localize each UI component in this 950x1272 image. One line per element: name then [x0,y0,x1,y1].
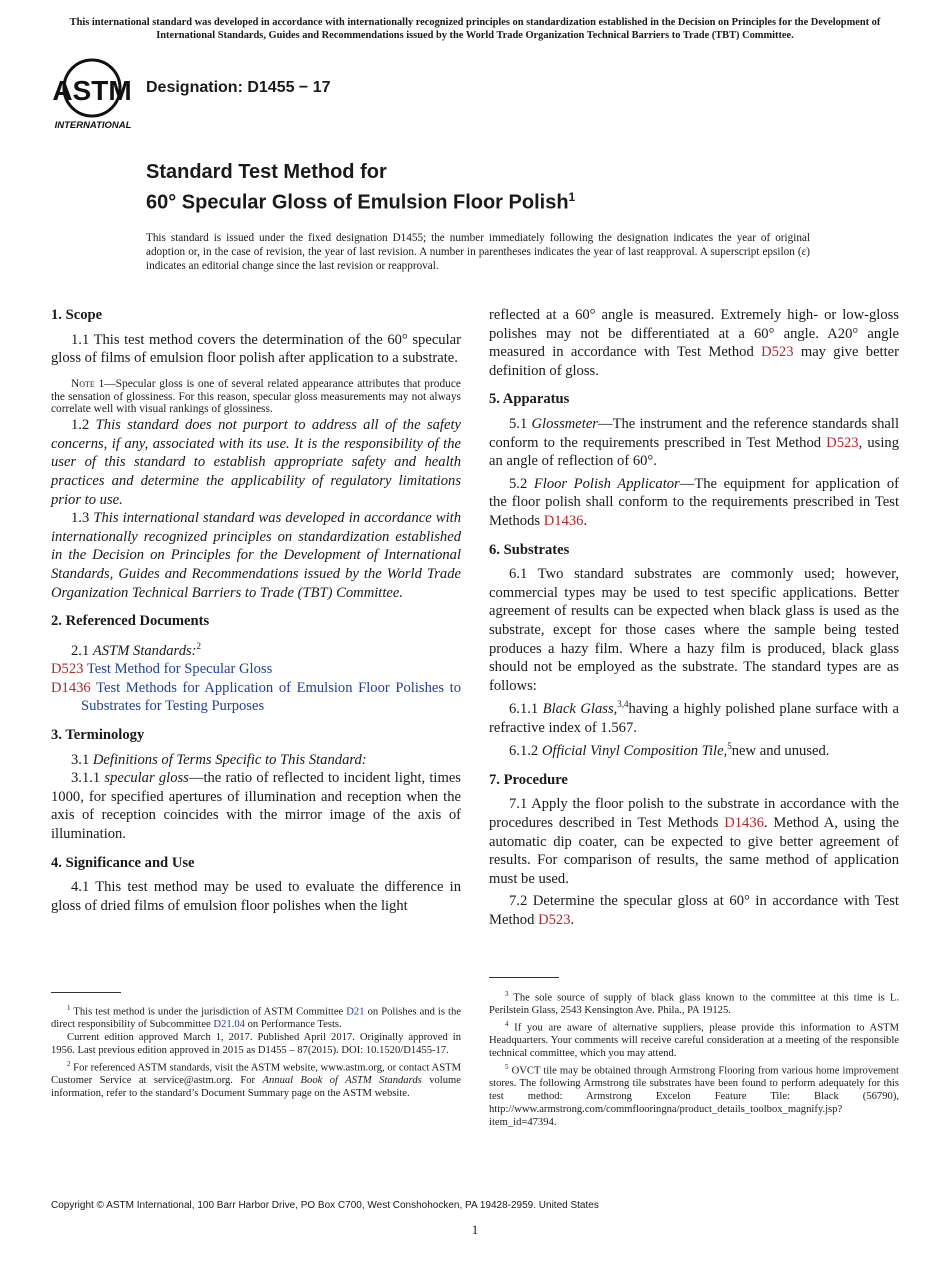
footnote-5: $^5$ OVCT tile may be obtained through Armstrong Flooring from various home improvement stores. The following Armstrong tile substrates have been found to perform adequately for this test method: Armstrong Excelon Feature Tile: Black (56790), http://www.armstrong.com/commflooringna/product_details_toolbox_magnify.jsp?item_id=47394. [489,1063,899,1128]
footnote-1-edition: Current edition approved March 1, 2017. Published April 2017. Originally approved in 1956. Last previous edition approved in 2015 as D1455 – 87(2015). DOI: 10.1520/D1455-17. [51,1032,461,1056]
footnote-rule-right [489,977,559,978]
paragraph-2-1: 2.1 ASTM Standards:$^2$ [71,640,202,659]
footnotes-left [51,1002,461,1101]
paragraph-3-1-1: 3.1.1 specular gloss—the ratio of reflected to incident light, times 1000, for specified apertures of illumination and reception when the axis of reception coincides with the mirror image of the axis of illumination. [51,770,461,842]
designation: Designation: D1455 − 17 [146,79,331,96]
paragraph-4-1: 4.1 This test method may be used to evaluate the difference in gloss of dried films of emulsion floor polishes when the light [51,879,461,914]
page-number: 1 [471,1222,479,1237]
link-d523[interactable]: D523 [826,434,859,451]
footnote-1: $^1$ This test method is under the jurisdiction of ASTM Committee D21 on Polishes and is the direct responsibility of Subcommittee D21.04 on Performance Tests. [51,1004,461,1031]
copyright: Copyright © ASTM International, 100 Barr Harbor Drive, PO Box C700, West Conshohocken, PA 19428-2959. United States [51,1200,599,1211]
paragraph-6-1-1: 6.1.1 Black Glass,$^{3,4}$having a highly polished plane surface with a refractive index of 1.567. [489,699,899,736]
reference-d523[interactable]: D523 Test Method for Specular Gloss [51,661,273,678]
link-d21[interactable]: D21 [346,1006,365,1018]
link-d1436[interactable]: D1436 [543,512,584,529]
link-d21-04[interactable]: D21.04 [213,1019,245,1031]
left-column [51,306,461,915]
section-heading-terminology: 3. Terminology [51,726,145,743]
link-d1436[interactable]: D1436 [724,814,764,831]
paragraph-1-1: 1.1 This test method covers the determination of the 60° specular gloss of films of emulsion floor polish after application to a substrate. [51,331,461,367]
paragraph-6-1: 6.1 Two standard substrates are commonly used; however, commercial types may be used to test specific applications. Better agreement of results can be expected when black glass is used as the substrate, except for those cases where the sample being tested produces a hazy film. Where a hazy film is produced, black glass should not be employed as the substrate. The standard types are as follows: [489,566,899,694]
section-heading-procedure: 7. Procedure [489,771,568,788]
page-title [146,160,575,216]
right-column [489,306,899,930]
title-footnote-mark: 1 [568,190,576,204]
footnote-rule-left [51,992,121,993]
paragraph-5-1: 5.1 Glossmeter—The instrument and the reference standards shall conform to the requirements prescribed in Test Method D523, using an angle of reflection of 60°. [489,415,900,470]
title-line-2: 60° Specular Gloss of Emulsion Floor Polish$^1$ [146,190,576,214]
link-d523[interactable]: D523 [538,911,571,928]
top-notice: This international standard was developed in accordance with internationally recognized principles on standardization established in the Decision on Principles for the Development of International Standards, Guides and Recommendations issued by the World Trade Organization Technical Barriers to Trade (TBT) Committee. [69,17,881,41]
paragraph-6-1-2: 6.1.2 Official Vinyl Composition Tile,$^5$new and unused. [509,741,830,760]
section-heading-apparatus: 5. Apparatus [489,391,570,408]
footnotes-right [489,988,899,1130]
paragraph-3-1: 3.1 Definitions of Terms Specific to This Standard: [71,751,367,768]
issuance-statement: This standard is issued under the fixed designation D1455; the number immediately following the designation indicates the year of original adoption or, in the case of revision, the year of last revision. A number in parentheses indicates the year of last reapproval. A superscript epsilon (ε) indicates an editorial change since the last revision or reapproval. [146,232,810,272]
link-d523[interactable]: D523 [761,344,794,361]
footnote-3: $^3$ The sole source of supply of black glass known to the committee at this time is L. Perilstein Glass, 2543 Kensington Ave. Phila., PA 19125. [489,990,899,1017]
title-line-1: Standard Test Method for [146,161,387,183]
section-heading-substrates: 6. Substrates [489,541,570,558]
svg-text:ASTM: ASTM [52,75,132,106]
paragraph-5-2: 5.2 Floor Polish Applicator—The equipment for application of the floor polish shall conform to the requirements prescribed in Test Methods D1436. [489,475,900,529]
section-heading-referenced: 2. Referenced Documents [51,613,210,630]
note-1: Note 1—Specular gloss is one of several related appearance attributes that produce the sensation of glossiness. For this reason, specular gloss measurements may not always correlate well with visual rankings of glossiness. [51,377,461,416]
paragraph-7-2: 7.2 Determine the specular gloss at 60° in accordance with Test Method D523. [489,893,899,928]
reference-d1436[interactable]: D1436 Test Methods for Application of Emulsion Floor Polishes to Substrates for Testing Purposes [51,679,461,715]
footnote-4: $^4$ If you are aware of alternative suppliers, please provide this information to ASTM Headquarters. Your comments will receive careful consideration at a meeting of the responsible technical committee, which you may attend. [489,1020,899,1060]
section-heading-significance: 4. Significance and Use [51,854,195,871]
paragraph-1-2: 1.2 This standard does not purport to address all of the safety concerns, if any, associated with its use. It is the responsibility of the user of this standard to establish appropriate safety and health practices and determine the applicability of regulatory limitations prior to use. [51,417,461,508]
astm-logo-icon [52,56,134,132]
svg-text:INTERNATIONAL: INTERNATIONAL [54,120,132,131]
paragraph-4-1-continued: reflected at a 60° angle is measured. Extremely high- or low-gloss polishes may not be differentiated at a 60° angle. A20° angle measured in accordance with Test Method D523 may give better definition of gloss. [489,307,899,379]
paragraph-7-1: 7.1 Apply the floor polish to the substrate in accordance with the procedures described in Test Methods D1436. Method A, using the automatic dip coater, can be expected to give better agreement of results. For comparison of results, the same method of application must be used. [489,796,899,887]
paragraph-1-3: 1.3 This international standard was developed in accordance with internationally recognized principles on standardization established in the Decision on Principles for the Development of International Standards, Guides and Recommendations issued by the World Trade Organization Technical Barriers to Trade (TBT) Committee. [51,510,462,601]
section-heading-scope: 1. Scope [51,307,103,323]
footnote-2: $^2$ For referenced ASTM standards, visit the ASTM website, www.astm.org, or contact ASTM Customer Service at service@astm.org. For Annual Book of ASTM Standards volume information, refer to the standard’s Document Summary page on the ASTM website. [51,1059,461,1099]
